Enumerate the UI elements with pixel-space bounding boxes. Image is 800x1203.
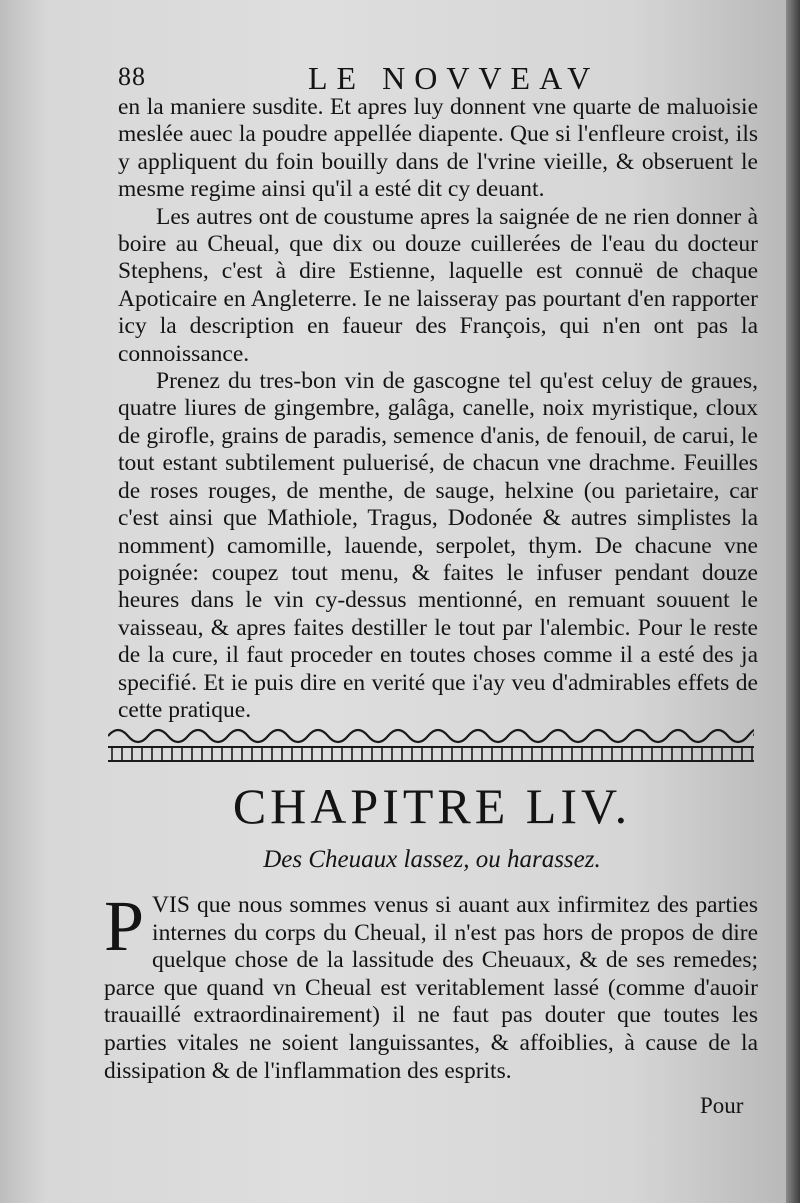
book-spine-edge bbox=[786, 0, 800, 1203]
paragraph-3: Prenez du tres-bon vin de gascogne tel qu'est celuy de graues, quatre liures de gingembre, galâga, canelle, noix myristique, cloux de girofle, grains de paradis, semence d'anis, de fenouil, de carui, le tout estant subtilement puluerisé, de chacun vne drachme. Feuilles de roses rouges, de menthe, de sauge, helxine (ou parietaire, car c'est ainsi que Mathiole, Tragus, Dodonée & autres simplistes la nomment) camomille, lauende, serpolet, thym. De chacune vne poignée: coupez tout menu, & faites le infuser pendant douze heures dans le vin cy-dessus mentionné, en remuant souuent le vaisseau, & apres faites destiller le tout par l'alembic. Pour le reste de la cure, il faut proceder en toutes choses comme il a esté des ja specifié. Et ie puis dire en verité que i'ay veu d'admirables effets de cette pratique. bbox=[118, 368, 758, 723]
chapter-subtitle: Des Cheuaux lassez, ou harassez. bbox=[263, 846, 601, 873]
chapter-body bbox=[104, 886, 758, 1085]
chapter-title: CHAPITRE LIV. bbox=[232, 778, 632, 834]
paragraph-2: Les autres ont de coustume apres la saignée de ne rien donner à boire au Cheual, que dix ou douze cuillerées de l'eau du docteur Stephens, c'est à dire Estienne, laquelle est connuë de chaque Apoticaire en Angleterre. Ie ne laisseray pas pourtant d'en rapporter icy la description en faueur des François, qui n'en ont pas la connoissance. bbox=[118, 203, 758, 367]
main-text bbox=[118, 94, 758, 724]
page-number: 88 bbox=[118, 62, 146, 91]
running-title: LE NOVVEAV bbox=[308, 60, 600, 96]
catchword: Pour bbox=[700, 1093, 744, 1118]
chapter-paragraph: VIS que nous sommes venus si auant aux infirmitez des parties internes du corps du Cheual, il n'est pas hors de propos de dire quelque chose de la lassitude des Cheuaux, & de ses remedes; parce que quand vn Cheual est veritablement lassé (comme d'auoir trauaillé extraordinairement) il ne faut pas douter que toutes les parties vitales ne soient languissantes, & affoiblies, à cause de la dissipation & de l'inflammation des esprits. bbox=[104, 892, 758, 1084]
drop-cap: P bbox=[104, 886, 145, 966]
paragraph-1: en la maniere susdite. Et apres luy donnent vne quarte de maluoisie meslée auec la poudre appellée diapente. Que si l'enfleure croist, ils y appliquent du foin bouilly dans de l'vrine vieille, & obseruent le mesme regime ainsi qu'il a esté dit cy deuant. bbox=[118, 94, 758, 203]
ornament-band bbox=[108, 724, 754, 770]
